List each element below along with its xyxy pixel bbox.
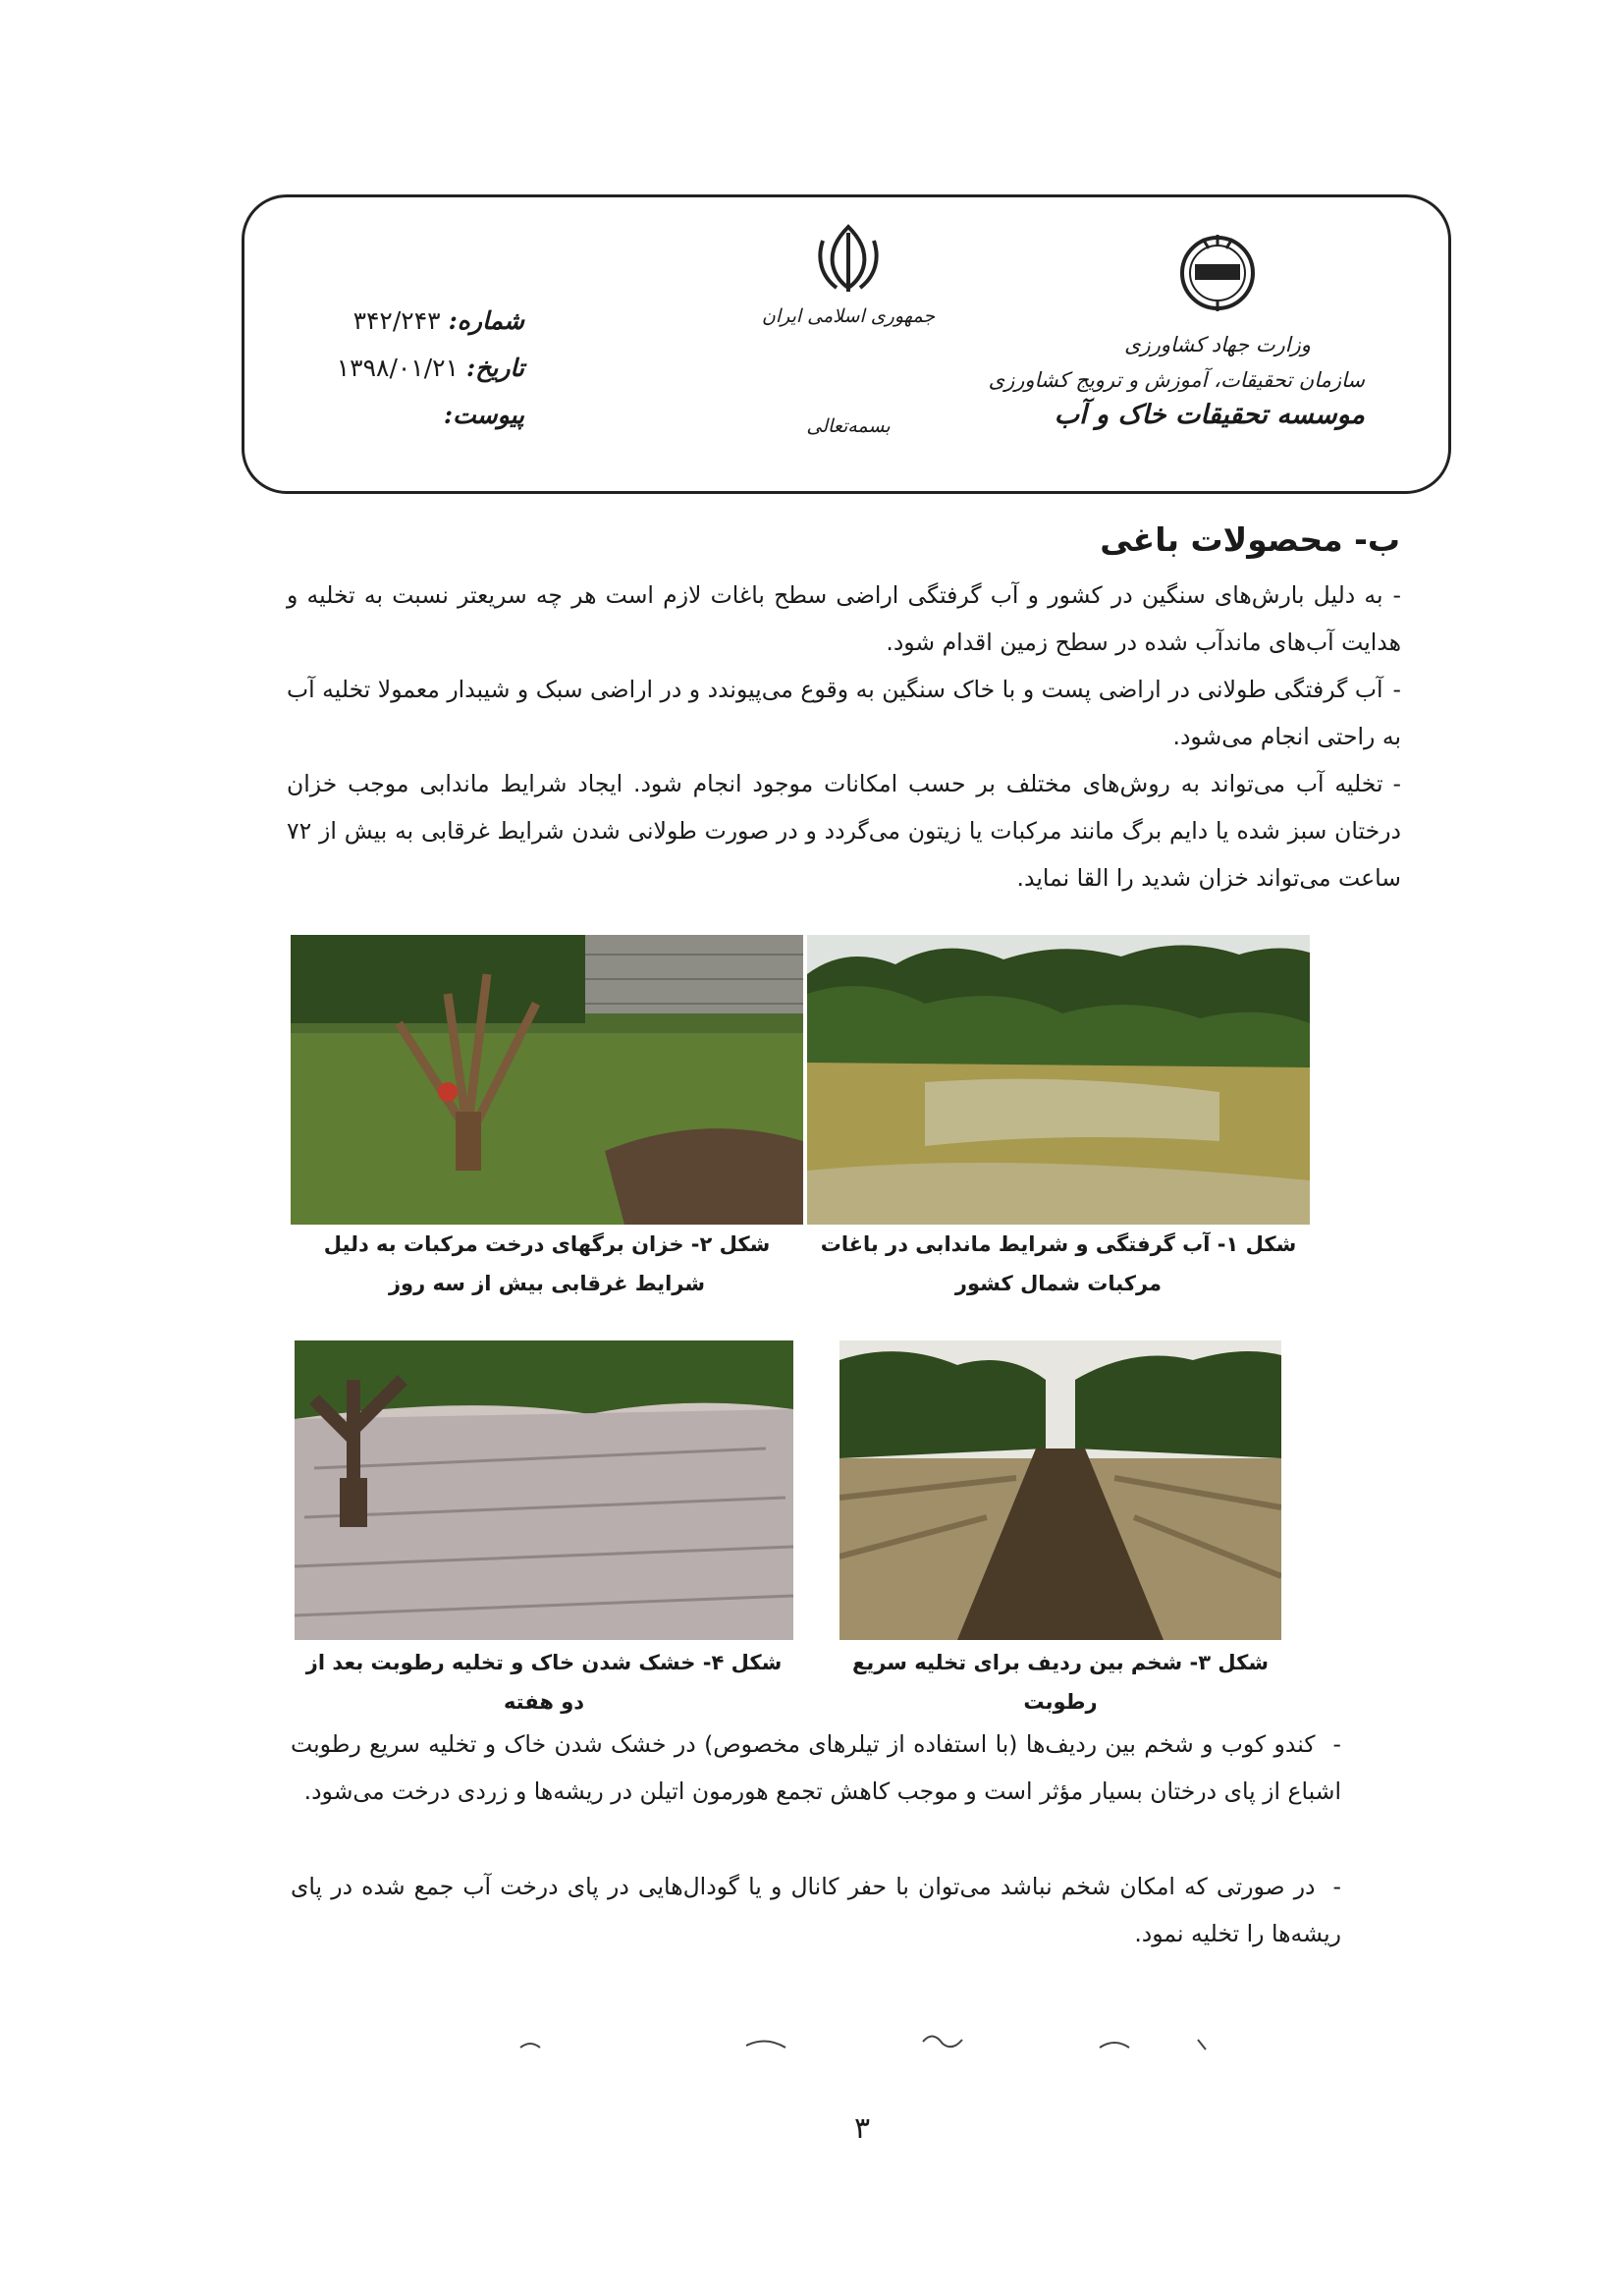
figure-4-photo xyxy=(295,1340,793,1640)
organization-block xyxy=(988,229,1365,433)
institute-line: موسسه تحقیقات خاک و آب xyxy=(1054,400,1365,430)
organization-line: سازمان تحقیقات، آموزش و ترویج کشاورزی xyxy=(988,368,1365,392)
document-meta xyxy=(298,298,524,439)
ministry-line: وزارت جهاد کشاورزی xyxy=(1124,333,1311,356)
jihad-logo-icon xyxy=(1173,229,1262,317)
figure-1-caption: شکل ۱- آب گرفتگی و شرایط ماندابی در باغات مرکبات شمال کشور xyxy=(820,1232,1297,1295)
number-value: ۳۴۲/۲۴۳ xyxy=(352,306,441,335)
paragraph xyxy=(287,572,1401,666)
section-title: ب- محصولات باغی xyxy=(1100,520,1400,559)
bullet-text: در صورتی که امکان شخم نباشد می‌توان با حفر کانال و یا گودال‌هایی در پای درخت آب جمع شده در پای ریشه‌ها را تخلیه نمود. xyxy=(291,1873,1341,1947)
bullet-dash: - xyxy=(1332,1873,1341,1900)
paragraph-text: آب گرفتگی طولانی در اراضی پست و با خاک سنگین به وقوع می‌پیوندد و در اراضی سبک و شیبدار معمولا تخلیه آب به راحتی انجام می‌شود. xyxy=(287,676,1401,750)
figure-4-caption: شکل ۴- خشک شدن خاک و تخلیه رطوبت بعد از دو هفته xyxy=(305,1651,783,1714)
figure-3-caption: شکل ۳- شخم بین ردیف برای تخلیه سریع رطوبت xyxy=(852,1651,1269,1714)
attachment-label: پیوست: xyxy=(443,401,524,429)
paragraph-text: به دلیل بارش‌های سنگین در کشور و آب گرفتگی اراضی سطح باغات لازم است هر چه سریعتر نسبت به تخلیه و هدایت آب‌های ماندآب شده در سطح زمین اقدام شود. xyxy=(287,581,1401,656)
figure-1-photo xyxy=(807,935,1310,1225)
bullet-item xyxy=(291,1863,1341,1957)
iran-emblem-icon xyxy=(809,219,888,298)
paragraph-text: تخلیه آب می‌تواند به روش‌های مختلف بر حسب امکانات موجود انجام شود. ایجاد شرایط ماندابی موجب خزان درختان سبز شده یا دایم برگ مانند مرکبات یا زیتون می‌گردد و در صورت طولانی شدن شرایط غرقابی به بیش از ۷۲ ساعت می‌تواند خزان شدید را القا نماید. xyxy=(287,770,1401,892)
emblem-block xyxy=(755,219,942,437)
date-row xyxy=(298,345,524,392)
page-number: ۳ xyxy=(854,2111,871,2146)
paragraph xyxy=(287,666,1401,760)
date-label: تاریخ: xyxy=(466,354,524,382)
bullet-dash: - xyxy=(1392,676,1401,703)
figure-2-photo xyxy=(291,935,803,1225)
paragraph xyxy=(287,760,1401,902)
country-name: جمهوری اسلامی ایران xyxy=(761,305,936,327)
bullet-dash: - xyxy=(1332,1730,1341,1758)
bullet-dash: - xyxy=(1392,581,1401,609)
attachment-row xyxy=(298,392,524,439)
number-row xyxy=(298,298,524,345)
bullet-text: کندو کوب و شخم بین ردیف‌ها (با استفاده از تیلرهای مخصوص) در خشک شدن خاک و تخلیه سریع رطوبت اشباع از پای درختان بسیار مؤثر است و موجب کاهش تجمع هورمون اتیلن در ریشه‌ها و زردی درخت می‌شود. xyxy=(291,1730,1341,1805)
handwritten-mark xyxy=(511,2028,1257,2057)
bullet-dash: - xyxy=(1392,770,1401,797)
basmala: بسمه‌تعالی xyxy=(806,415,891,437)
letterhead xyxy=(242,194,1451,494)
bullet-item xyxy=(291,1721,1341,1815)
figure-3-photo xyxy=(839,1340,1281,1640)
number-label: شماره: xyxy=(448,306,524,335)
figure-2-caption: شکل ۲- خزان برگهای درخت مرکبات به دلیل شرایط غرقابی بیش از سه روز xyxy=(323,1232,771,1295)
date-value: ۱۳۹۸/۰۱/۲۱ xyxy=(336,354,460,382)
